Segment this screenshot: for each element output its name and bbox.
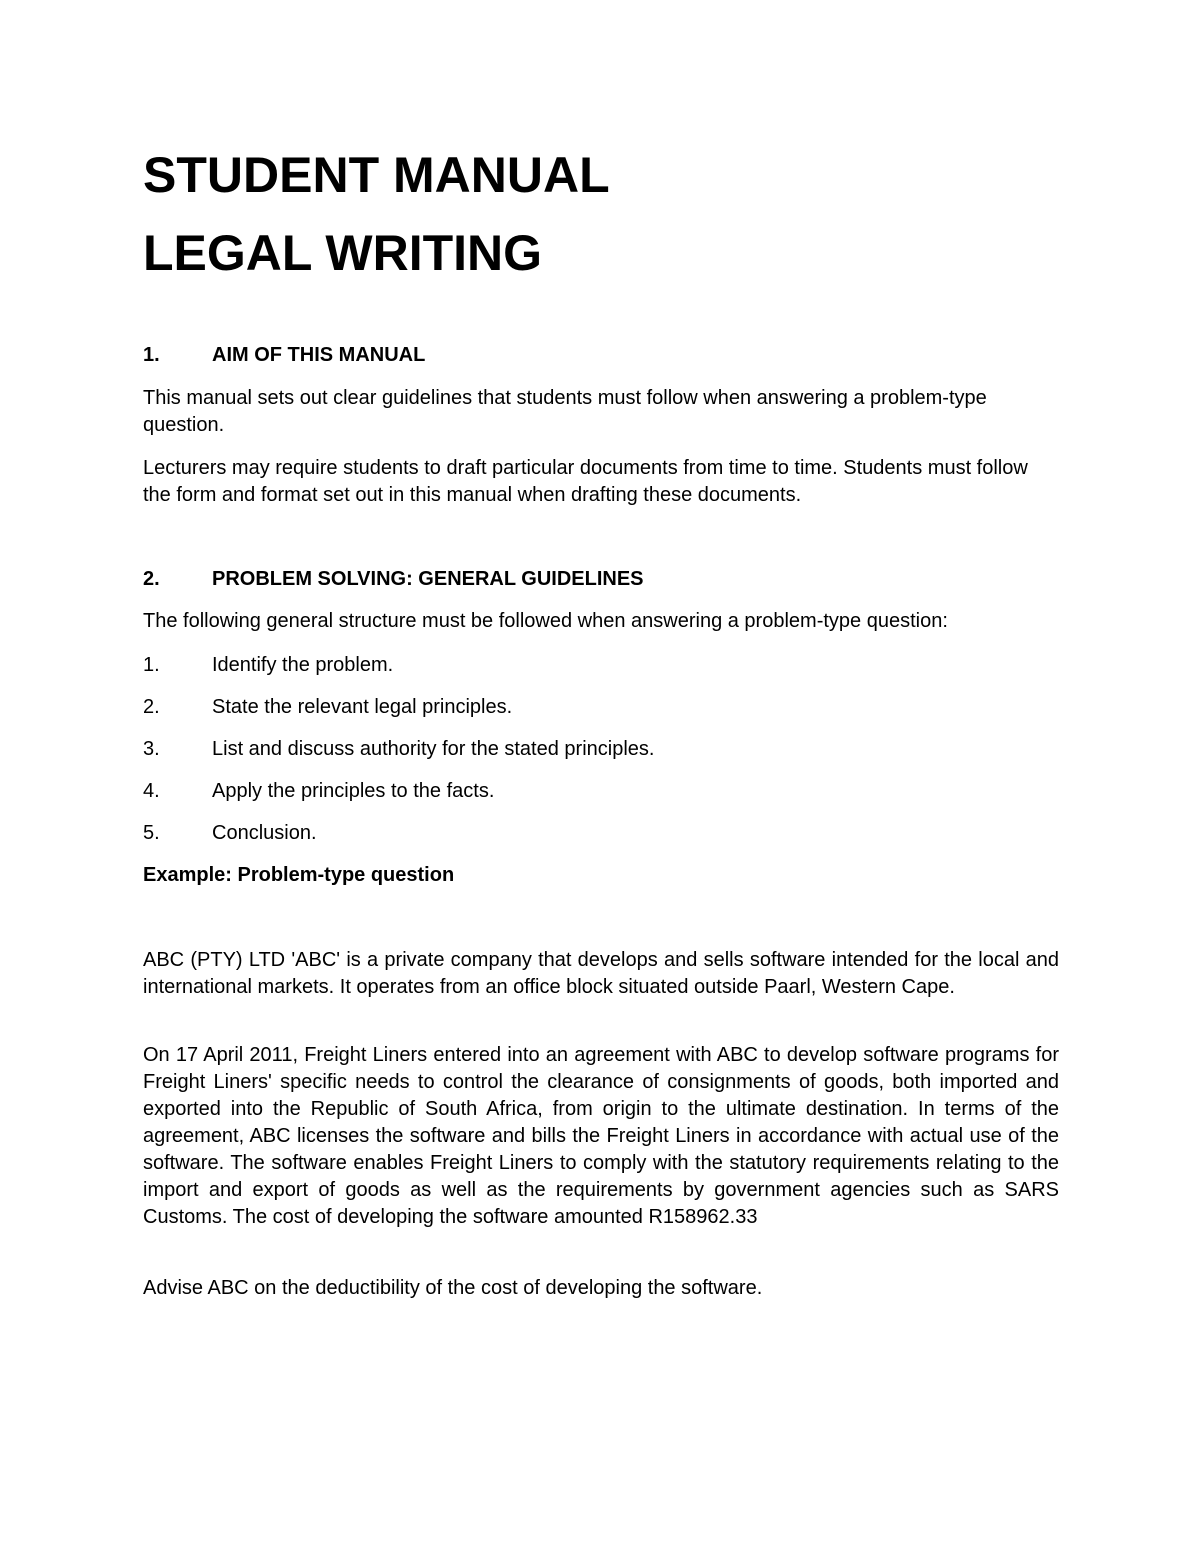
step-item (143, 823, 317, 843)
example-heading: Example: Problem-type question (143, 864, 455, 886)
step-item (143, 781, 494, 801)
section2-intro: The following general structure must be followed when answering a problem-type question: (143, 610, 948, 632)
section1-heading (143, 345, 425, 365)
example-paragraph-3: Advise ABC on the deductibility of the cost of developing the software. (143, 1277, 763, 1299)
step-number: 3. (143, 738, 160, 760)
step-number: 5. (143, 822, 160, 844)
step-item (143, 739, 654, 759)
step-number: 2. (143, 696, 160, 718)
step-number: 4. (143, 780, 160, 802)
document-title-line1: STUDENT MANUAL (143, 147, 610, 203)
step-text: State the relevant legal principles. (212, 696, 513, 718)
section2-heading (143, 569, 644, 589)
step-item (143, 655, 393, 675)
example-paragraph-1: ABC (PTY) LTD 'ABC' is a private company that develops and sells software intended for the local and international markets. It operates from an office block situated outside Paarl, Western Cape. (143, 949, 1059, 998)
section1-number: 1. (143, 344, 160, 366)
step-text: Conclusion. (212, 822, 317, 844)
step-text: Apply the principles to the facts. (212, 780, 495, 802)
section2-number: 2. (143, 568, 160, 590)
section2-title: PROBLEM SOLVING: GENERAL GUIDELINES (212, 568, 644, 590)
section1-title: AIM OF THIS MANUAL (212, 344, 426, 366)
example-paragraph-2: On 17 April 2011, Freight Liners entered into an agreement with ABC to develop software programs for Freight Liners' specific needs to control the clearance of consignments of goods, both imported and exported into the Republic of South Africa, from origin to the ultimate destination. In terms of the agreement, ABC licenses the software and bills the Freight Liners in accordance with actual use of the software. The software enables Freight Liners to comply with the statutory requirements relating to the import and export of goods as well as the requirements by government agencies such as SARS Customs. The cost of developing the software amounted R158962.33 (143, 1044, 1059, 1228)
step-text: Identify the problem. (212, 654, 394, 676)
section1-paragraph-2: Lecturers may require students to draft particular documents from time to time. Students must follow the form and format set out in this manual when drafting these documents. (143, 457, 1028, 506)
document-title-line2: LEGAL WRITING (143, 225, 543, 281)
section1-paragraph-1: This manual sets out clear guidelines that students must follow when answering a problem-type question. (143, 387, 987, 436)
step-text: List and discuss authority for the stated principles. (212, 738, 655, 760)
step-number: 1. (143, 654, 160, 676)
step-item (143, 697, 512, 717)
